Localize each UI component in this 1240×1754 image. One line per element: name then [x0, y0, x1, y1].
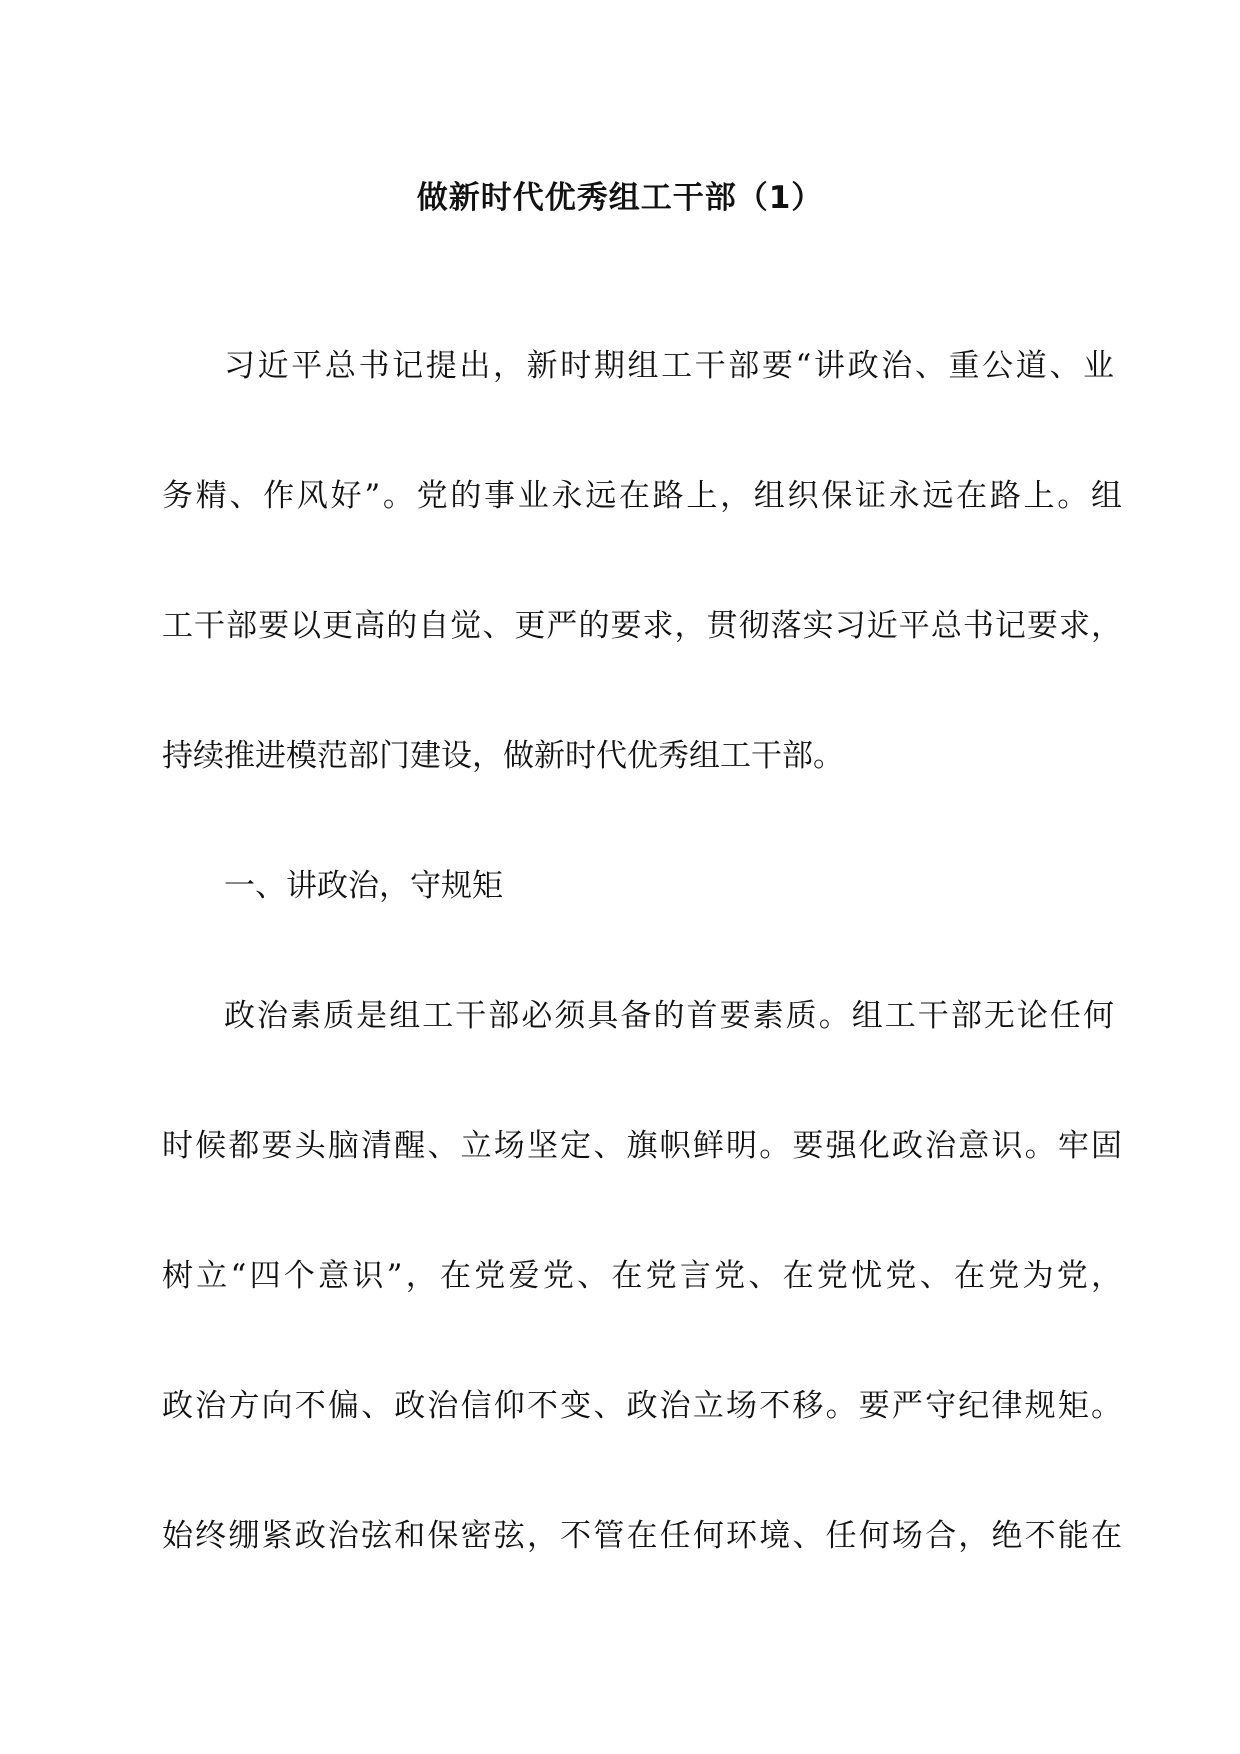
paragraph-1-line-4: 持续推进模范部门建设，做新时代优秀组工干部。 [162, 738, 844, 774]
paragraph-2-line-4: 政治方向不偏、政治信仰不变、政治立场不移。要严守纪律规矩。 [162, 1388, 1122, 1424]
paragraph-2-line-2: 时候都要头脑清醒、立场坚定、旗帜鲜明。要强化政治意识。牢固 [162, 1128, 1122, 1164]
section-heading-1: 一、讲政治，守规矩 [224, 868, 503, 904]
document-title: 做新时代优秀组工干部（1） [416, 180, 824, 216]
paragraph-1-line-3: 工干部要以更高的自觉、更严的要求，贯彻落实习近平总书记要求， [162, 608, 1122, 644]
paragraph-2-line-5: 始终绷紧政治弦和保密弦，不管在任何环境、任何场合，绝不能在 [162, 1518, 1122, 1554]
paragraph-2-line-3: 树立“四个意识”，在党爱党、在党言党、在党忧党、在党为党， [162, 1258, 1122, 1294]
paragraph-1-line-1: 习近平总书记提出，新时期组工干部要“讲政治、重公道、业 [224, 348, 1114, 384]
paragraph-2-line-1: 政治素质是组工干部必须具备的首要素质。组工干部无论任何 [224, 998, 1114, 1034]
paragraph-1-line-2: 务精、作风好”。党的事业永远在路上，组织保证永远在路上。组 [162, 478, 1122, 514]
